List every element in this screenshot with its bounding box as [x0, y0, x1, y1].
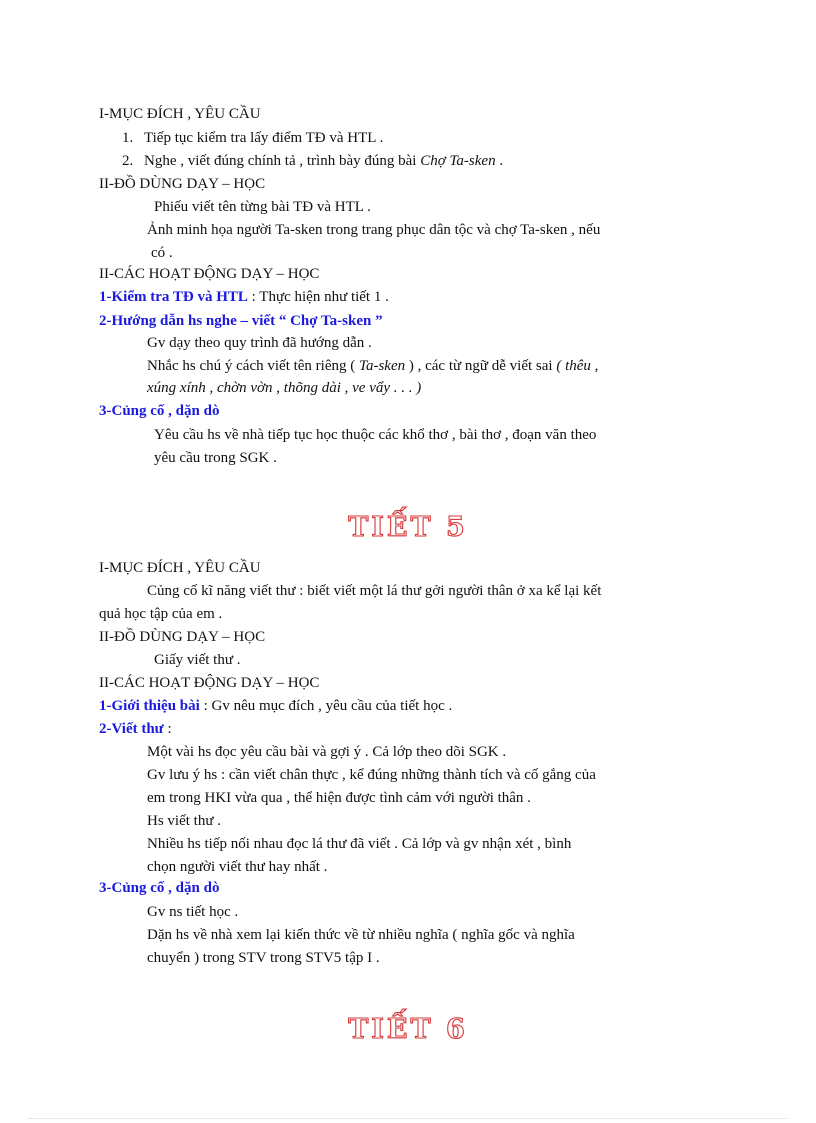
section-hoat-dong-heading: II-CÁC HOẠT ĐỘNG DẠY – HỌC — [99, 675, 320, 691]
section-do-dung-heading: II-ĐỒ DÙNG DẠY – HỌC — [99, 176, 266, 192]
lesson-title-tiet-5: TIẾT 5 — [348, 512, 468, 543]
paragraph-line: Củng cố kĩ năng viết thư : biết viết một lá thư gởi người thân ở xa kể lại kết — [147, 583, 602, 599]
paragraph-line: Yêu cầu hs về nhà tiếp tục học thuộc các khổ thơ , bài thơ , đoạn văn theo — [154, 427, 597, 443]
page-bottom-divider — [28, 1118, 788, 1119]
paragraph-line: Giấy viết thư . — [154, 652, 241, 668]
paragraph-line: có . — [151, 245, 173, 261]
lesson-title-tiet-6: TIẾT 6 — [348, 1014, 468, 1045]
section-muc-dich-heading: I-MỤC ĐÍCH , YÊU CẦU — [99, 560, 261, 576]
subsection-1: 1-Giới thiệu bài : Gv nêu mục đích , yêu cầu của tiết học . — [99, 698, 453, 714]
section-muc-dich-heading: I-MỤC ĐÍCH , YÊU CẦU — [99, 106, 261, 122]
paragraph-line: Gv dạy theo quy trình đã hướng dẫn . — [147, 335, 372, 351]
subsection-3-heading: 3-Củng cố , dặn dò — [99, 880, 220, 896]
paragraph-line: chuyển ) trong STV trong STV5 tập I . — [147, 950, 380, 966]
subsection-1: 1-Kiểm tra TĐ và HTL : Thực hiện như tiết 1 . — [99, 289, 389, 305]
paragraph-line: em trong HKI vừa qua , thể hiện được tình cảm với người thân . — [147, 790, 531, 806]
list-item: 2. Nghe , viết đúng chính tả , trình bày đúng bài Chợ Ta-sken . — [122, 153, 504, 169]
paragraph-line: Gv lưu ý hs : cần viết chân thực , kể đúng những thành tích và cố gắng của — [147, 767, 596, 783]
subsection-3-heading: 3-Củng cố , dặn dò — [99, 403, 220, 419]
paragraph-line: xúng xính , chờn vờn , thõng dài , ve vẩy . . . ) — [147, 380, 422, 396]
paragraph-line: Nhắc hs chú ý cách viết tên riêng ( Ta-sken ) , các từ ngữ dễ viết sai ( thêu , — [147, 358, 599, 374]
paragraph-line: Dặn hs về nhà xem lại kiến thức về từ nhiều nghĩa ( nghĩa gốc và nghĩa — [147, 927, 575, 943]
paragraph-line: Gv ns tiết học . — [147, 904, 239, 920]
paragraph-line: Hs viết thư . — [147, 813, 221, 829]
paragraph-line: Phiếu viết tên từng bài TĐ và HTL . — [154, 199, 371, 215]
paragraph-line: quả học tập của em . — [99, 606, 223, 622]
section-hoat-dong-heading: II-CÁC HOẠT ĐỘNG DẠY – HỌC — [99, 266, 320, 282]
paragraph-line: yêu cầu trong SGK . — [154, 450, 277, 466]
paragraph-line: Ảnh minh họa người Ta-sken trong trang phục dân tộc và chợ Ta-sken , nếu — [147, 222, 601, 238]
subsection-2: 2-Viết thư : — [99, 721, 172, 737]
subsection-2-heading: 2-Hướng dẫn hs nghe – viết “ Chợ Ta-sken ” — [99, 313, 383, 329]
paragraph-line: chọn người viết thư hay nhất . — [147, 859, 328, 875]
list-item: 1. Tiếp tục kiểm tra lấy điểm TĐ và HTL . — [122, 130, 384, 146]
section-do-dung-heading: II-ĐỒ DÙNG DẠY – HỌC — [99, 629, 266, 645]
paragraph-line: Một vài hs đọc yêu cầu bài và gợi ý . Cả lớp theo dõi SGK . — [147, 744, 507, 760]
paragraph-line: Nhiều hs tiếp nối nhau đọc lá thư đã viết . Cả lớp và gv nhận xét , bình — [147, 836, 572, 852]
